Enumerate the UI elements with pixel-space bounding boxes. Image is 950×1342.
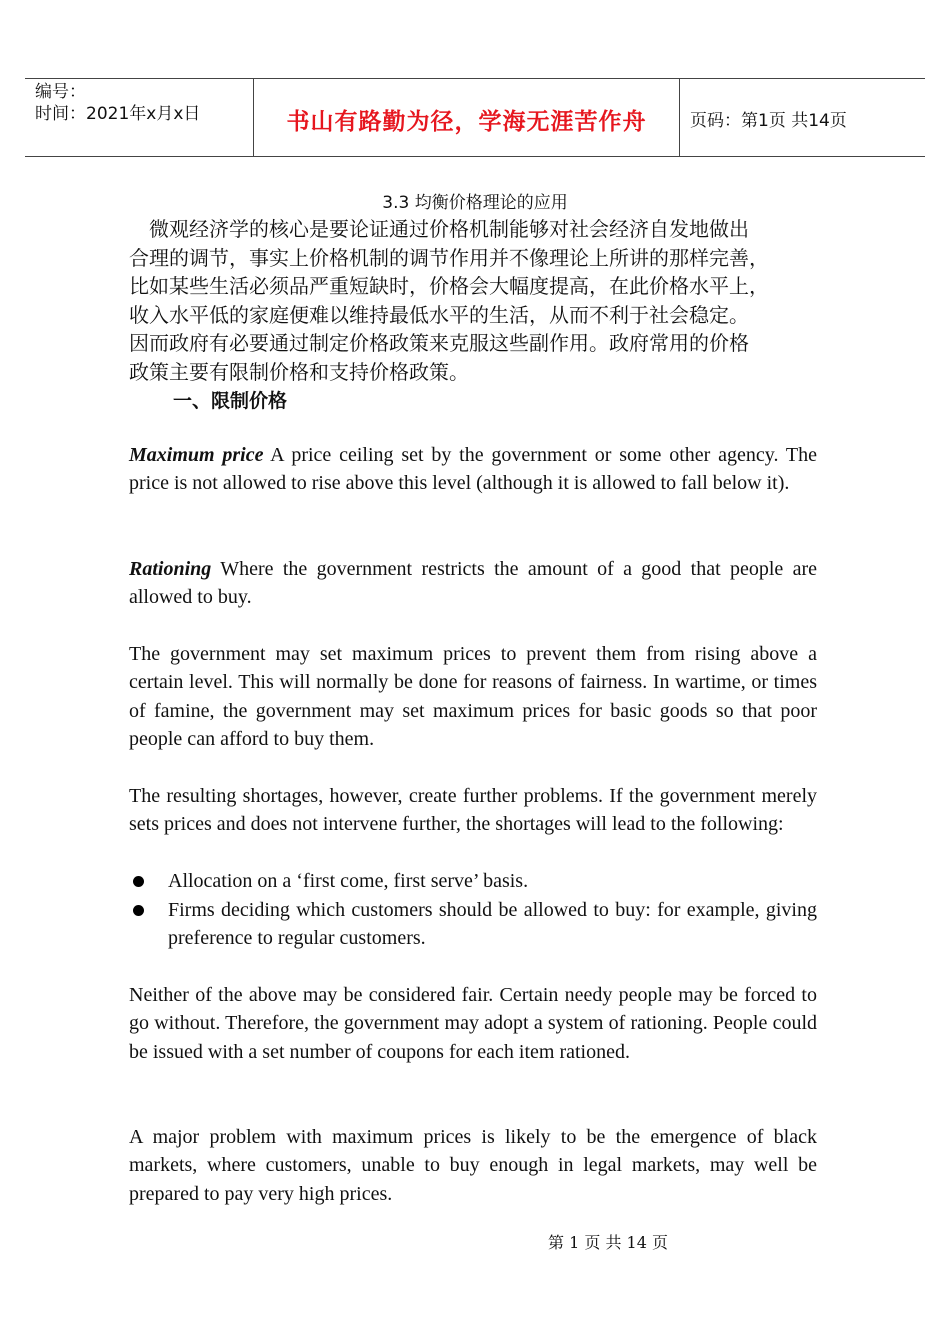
header-page-code: 页码：第1页 共14页: [690, 111, 847, 131]
header-motto: 书山有路勤为径，学海无涯苦作舟: [286, 109, 647, 135]
intro-line: 比如某些生活必须品严重短缺时，价格会大幅度提高，在此价格水平上，: [129, 274, 769, 298]
rationing-term: Rationing: [129, 558, 212, 580]
intro-line: 因而政府有必要通过制定价格政策来克服这些副作用。政府常用的价格: [129, 331, 749, 355]
intro-line: 合理的调节，事实上价格机制的调节作用并不像理论上所讲的那样完善，: [129, 245, 769, 270]
page-footer: 第 1 页 共 14 页: [548, 1233, 668, 1252]
intro-line: 政策主要有限制价格和支持价格政策。: [129, 359, 469, 384]
bullet-text: Allocation on a ‘first come, first serve’ basis.: [168, 870, 529, 892]
body-paragraph-maximum-prices: The government may set maximum prices to prevent them from rising above a certain level. This will normally be done for reasons of fairness. In wartime, or times of famine, the government may set maximum prices for basic goods so that poor people can afford to buy them.: [129, 643, 817, 751]
document-date-label: 时间：2021年x月x日: [35, 104, 201, 124]
bullet-dot-icon: [133, 905, 144, 916]
max-price-term: Maximum price: [129, 444, 264, 466]
bullet-item: [129, 896, 817, 953]
bullet-dot-icon: [133, 876, 144, 887]
header-page-cell: [680, 79, 925, 156]
rationing-text: Where the government restricts the amount of a good that people are allowed to buy.: [129, 558, 817, 609]
subheading: 一、限制价格: [173, 390, 288, 412]
intro-paragraph: [129, 215, 829, 386]
body-paragraph-rationing: Neither of the above may be considered fair. Certain needy people may be forced to go without. Therefore, the government may adopt a system of rationing. People could be issued with a set number of coupons for each item rationed.: [129, 984, 817, 1063]
header-info-cell: [25, 79, 254, 156]
body-paragraph-shortages: The resulting shortages, however, create further problems. If the government merely sets prices and does not intervene further, the shortages will lead to the following:: [129, 785, 817, 836]
body-paragraph-black-markets: A major problem with maximum prices is likely to be the emergence of black markets, where customers, unable to buy enough in legal markets, may well be prepared to pay very high prices.: [129, 1126, 817, 1205]
bullet-text: Firms deciding which customers should be allowed to buy: for example, giving preference to regular customers.: [168, 899, 817, 950]
intro-line: 微观经济学的核心是要论证通过价格机制能够对社会经济自发地做出: [129, 217, 749, 241]
document-number-label: 编号：: [35, 82, 86, 102]
max-price-definition: [129, 441, 817, 498]
section-title: 3.3 均衡价格理论的应用: [382, 193, 568, 213]
bullet-item: [129, 867, 817, 895]
page-header: [25, 78, 925, 157]
intro-line: 收入水平低的家庭便难以维持最低水平的生活，从而不利于社会稳定。: [129, 302, 749, 327]
rationing-definition: [129, 555, 817, 612]
header-motto-cell: [254, 79, 680, 156]
max-price-text: A price ceiling set by the government or some other agency. The price is not allowed to rise above this level (although it is allowed to fall below it).: [129, 444, 818, 495]
